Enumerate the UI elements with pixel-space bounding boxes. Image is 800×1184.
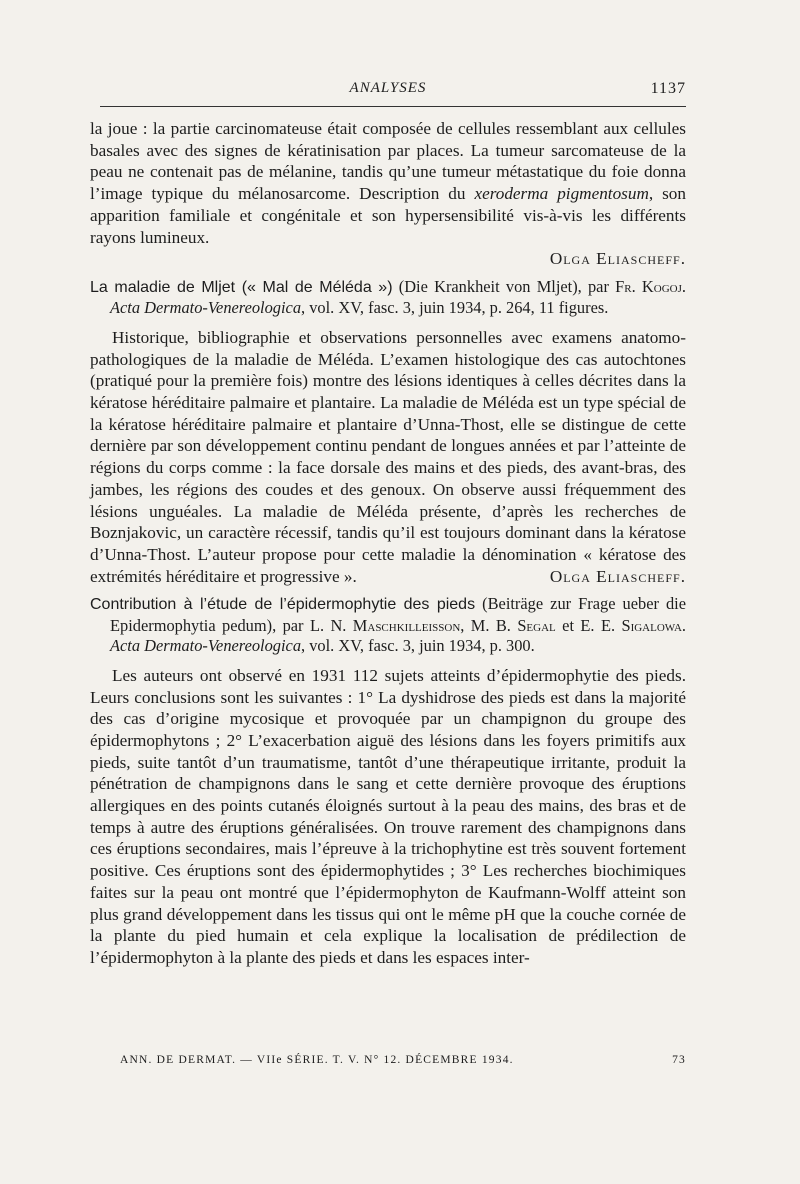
- entry-author: L. N. Maschkilleisson: [309, 615, 461, 635]
- running-head: [90, 78, 686, 100]
- footer: [120, 1054, 686, 1066]
- signature-line: [90, 248, 686, 270]
- running-title: ANALYSES: [349, 80, 427, 96]
- entry-heading-meleda: La maladie de Mljet (« Mal de Méléda ») (Die Krankheit von Mljet), par Fr. Kogoj. Acta Dermato-Venereologica, vol. XV, fasc. 3, juin 1934, p. 264, 11 figures.: [90, 276, 686, 318]
- paragraph-carcinoma: la joue : la partie carcinomateuse était composée de cellules ressemblant aux cellules basales avec des signes de kératinisation par places. La tumeur sarcomateuse de la peau ne contenait pas de mélanine, tandis qu’une tumeur métastatique du foie donna l’image typique du mélanosarcome. Description du xeroderma pigmentosum, son apparition familiale et congénitale et son hypersensibilité vis-à-vis les différents rayons lumineux.: [90, 119, 686, 247]
- signature-number: 73: [672, 1054, 686, 1066]
- entry-title: La maladie de Mljet (« Mal de Méléda »): [90, 278, 393, 296]
- entry-author: E. E. Sigalowa: [580, 615, 682, 635]
- entry-author: M. B. Segal: [470, 615, 556, 635]
- journal-title: Acta Dermato-Venereologica: [110, 298, 302, 318]
- term-xeroderma: xeroderma pigmentosum: [474, 184, 649, 204]
- footer-citation: ANN. DE DERMAT. — VIIe SÉRIE. T. V. N° 12. DÉCEMBRE 1934.: [120, 1054, 514, 1066]
- entry-heading-epidermophytie: Contribution à l’étude de l’épidermophytie des pieds (Beiträge zur Frage ueber die Epidermophytia pedum), par L. N. Maschkilleisson, M. B. Segal et E. E. Sigalowa. Acta Dermato-Venereologica, vol. XV, fasc. 3, juin 1934, p. 300.: [90, 594, 687, 656]
- signature: Olga Eliascheff.: [549, 566, 686, 586]
- journal-title: Acta Dermato-Venereologica: [110, 636, 302, 656]
- page-number: 1137: [650, 80, 686, 97]
- body-text: [90, 118, 686, 969]
- signature: Olga Eliascheff.: [549, 249, 686, 269]
- header-rule: [100, 106, 686, 107]
- paragraph-meleda: Historique, bibliographie et observations personnelles avec examens anatomo-pathologiques de la maladie de Méléda. L’examen histologique des cas autochtones (pratiqué pour la première fois) montre des lésions identiques à celles décrites dans la kératose héréditaire palmaire et plantaire. La maladie de Méléda est un type spécial de la kératose héréditaire palmaire et plantaire d’Unna-Thost, elle se distingue de cette dernière par son développement continu pendant de longues années et par l’atteinte de régions du corps comme : la face dorsale des mains et des pieds, des avant-bras, des jambes, les régions des coudes et des genoux. On observe aussi fréquemment des lésions unguéales. La maladie de Méléda présente, d’après les recherches de Boznjakovic, un caractère récessif, tandis qu’il est toujours dominant dans la kératose d’Unna-Thost. L’auteur propose pour cette maladie la dénomination « kératose des extrémités héréditaire et progressive ». Olga Eliascheff.: [90, 327, 686, 586]
- entry-title: Contribution à l’étude de l’épidermophytie des pieds: [90, 596, 476, 614]
- entry-author: Fr. Kogoj: [615, 276, 682, 296]
- paragraph-epidermophytie: Les auteurs ont observé en 1931 112 sujets atteints d’épidermophytie des pieds. Leurs conclusions sont les suivantes : 1° La dyshidrose des pieds est dans la majorité des cas d’origine mycosique et provoquée par un champignon du groupe des épidermophytons ; 2° L’exacerbation aiguë des lésions dans les foyers primitifs aux pieds, suite tantôt d’un traumatisme, tantôt d’une thérapeutique irritante, produit la pénétration de champignons dans le sang et cette dernière provoque des éruptions allergiques en des points cutanés éloignés surtout à la peau des mains, des bras et de temps à autre des éruptions généralisées. On trouve rarement des champignons dans ces éruptions secondaires, mais l’épreuve à la trichophytine est très souvent fortement positive. Ces éruptions sont des épidermophytides ; 3° Les recherches biochimiques faites sur la peau ont montré que l’épidermophyton de Kaufmann-Wolff atteint son plus grand développement dans les tissus qui ont le même pH que la couche cornée de la plante du pied humain et cela explique la localisation de prédilection de l’épidermophyton à la plante des pieds et dans les espaces inter-: [90, 665, 686, 967]
